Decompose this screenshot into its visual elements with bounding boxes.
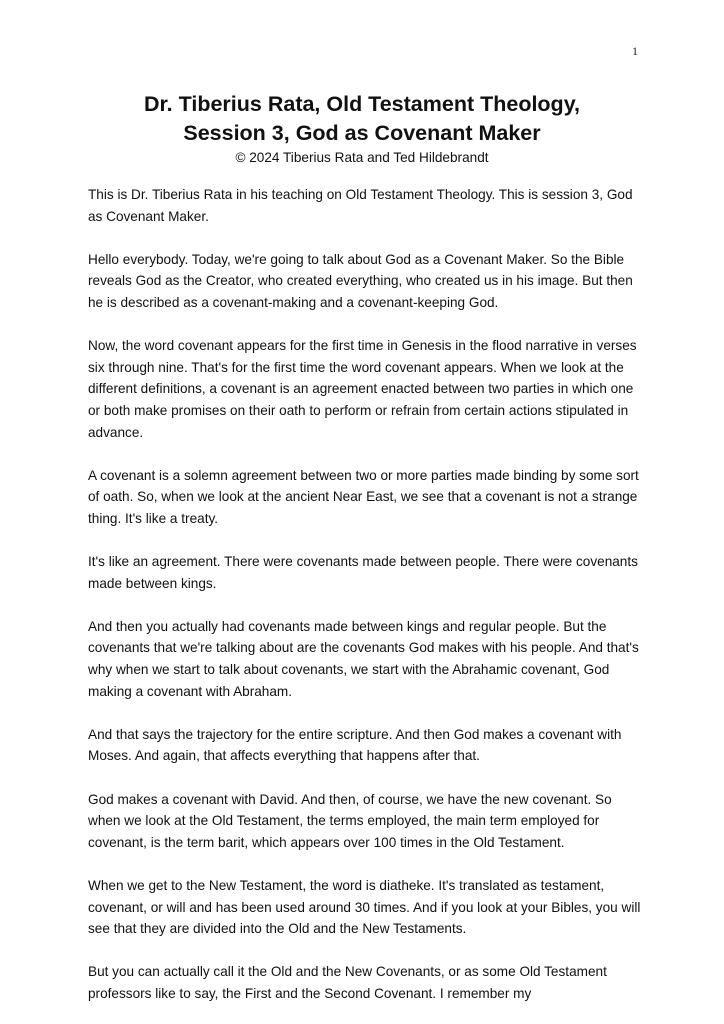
paragraph-2: Hello everybody. Today, we're going to talk about God as a Covenant Maker. So the Bible reveals God as the Creator, who created everything, who created us in his image. But then he is described as a covenant-making and a covenant-keeping God.	[88, 251, 633, 310]
paragraph-4: A covenant is a solemn agreement between two or more parties made binding by some sort of oath. So, when we look at the ancient Near East, we see that a covenant is not a strange thing. It's like a treaty.	[88, 467, 639, 526]
copyright-line: © 2024 Tiberius Rata and Ted Hildebrandt	[235, 150, 489, 165]
paragraph-8: God makes a covenant with David. And then, of course, we have the new covenant. So when we look at the Old Testament, the terms employed, the main term employed for covenant, is the term barit, which appears over 100 times in the Old Testament.	[88, 791, 612, 850]
page-number: 1	[632, 44, 638, 58]
paragraph-7: And that says the trajectory for the entire scripture. And then God makes a covenant with Moses. And again, that affects everything that happens after that.	[88, 726, 622, 764]
document-header	[0, 90, 724, 168]
paragraph-10: But you can actually call it the Old and the New Covenants, or as some Old Testament professors like to say, the First and the Second Covenant. I remember my	[88, 964, 607, 1001]
document-body	[88, 184, 644, 1005]
paragraph-3: Now, the word covenant appears for the first time in Genesis in the flood narrative in verses six through nine. That's for the first time the word covenant appears. When we look at the different definitions, a covenant is an agreement enacted between two parties in which one or both make promises on their oath to perform or refrain from certain actions stipulated in advance.	[88, 338, 637, 440]
paragraph-9: When we get to the New Testament, the word is diatheke. It's translated as testament, covenant, or will and has been used around 30 times. And if you look at your Bibles, you will see that they are divided into the Old and the New Testaments.	[88, 878, 641, 937]
paragraph-5: It's like an agreement. There were covenants made between people. There were covenants made between kings.	[88, 554, 638, 591]
title-line-1: Dr. Tiberius Rata, Old Testament Theology,	[143, 92, 581, 116]
paragraph-6: And then you actually had covenants made between kings and regular people. But the covenants that we're talking about are the covenants God makes with his people. And that's why when we start to talk about covenants, we start with the Abrahamic covenant, God making a covenant with Abraham.	[88, 618, 639, 699]
title-line-2: Session 3, God as Covenant Maker	[183, 121, 541, 145]
paragraph-1: This is Dr. Tiberius Rata in his teaching on Old Testament Theology. This is session 3, God as Covenant Maker.	[88, 187, 633, 224]
